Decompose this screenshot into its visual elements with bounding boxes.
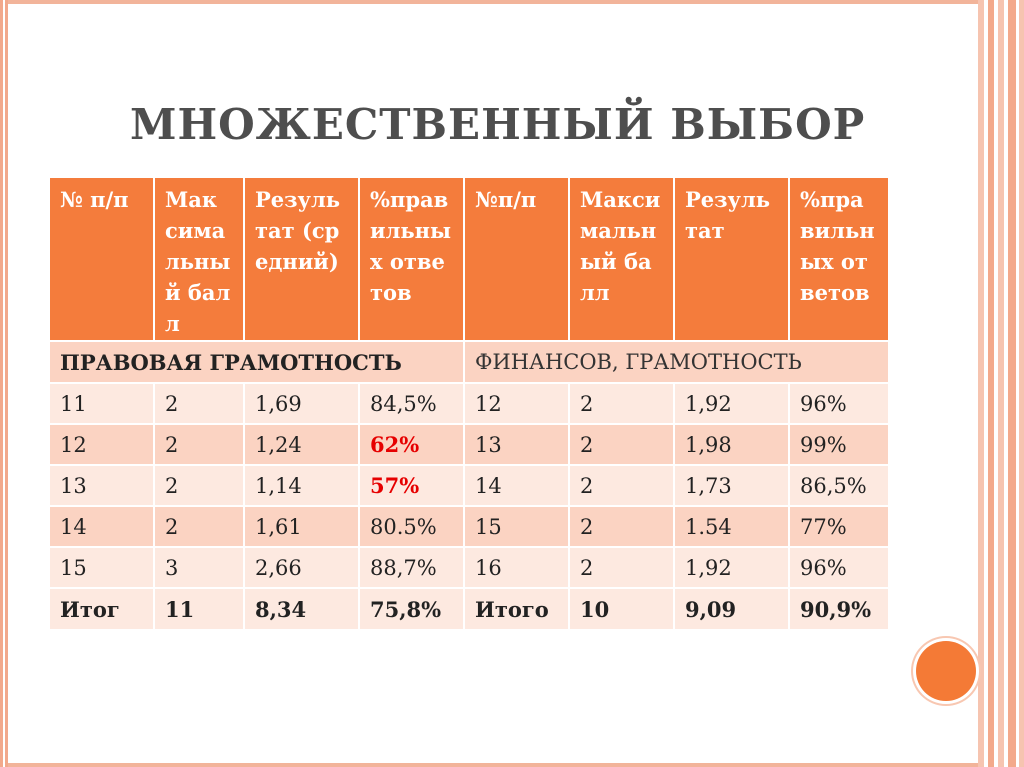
header-cell: № п/п: [50, 178, 155, 342]
table-cell: 16: [465, 548, 570, 589]
table-row: [50, 384, 890, 425]
header-cell: %правильных ответов: [360, 178, 465, 342]
table-cell: 2: [155, 425, 245, 466]
total-cell: 90,9%: [790, 589, 890, 631]
frame-left-border: [0, 0, 8, 767]
table-cell-highlight: 57%: [360, 466, 465, 507]
table-cell: 1,69: [245, 384, 360, 425]
table-cell: 96%: [790, 384, 890, 425]
table-cell: 1,24: [245, 425, 360, 466]
table-cell: 1,61: [245, 507, 360, 548]
decorative-circle: [916, 641, 976, 701]
frame-top-border: [0, 0, 1024, 4]
table-cell: 13: [465, 425, 570, 466]
table-row: [50, 548, 890, 589]
table-cell: 13: [50, 466, 155, 507]
table-cell: 2: [570, 466, 675, 507]
table-cell: 15: [50, 548, 155, 589]
table-cell: 12: [465, 384, 570, 425]
total-cell: 8,34: [245, 589, 360, 631]
table-cell: 1.54: [675, 507, 790, 548]
table-cell: 11: [50, 384, 155, 425]
frame-bottom-border: [0, 763, 1024, 767]
table-cell: 2: [155, 384, 245, 425]
total-cell: 9,09: [675, 589, 790, 631]
table-cell: 14: [50, 507, 155, 548]
table-cell: 2: [155, 507, 245, 548]
table-cell: 2: [155, 466, 245, 507]
table-cell: 2,66: [245, 548, 360, 589]
table-cell: 15: [465, 507, 570, 548]
total-cell: 75,8%: [360, 589, 465, 631]
header-row: [50, 178, 890, 342]
section-row: [50, 342, 890, 384]
table-cell: 1,92: [675, 548, 790, 589]
section-label-legal: ПРАВОВАЯ ГРАМОТНОСТЬ: [50, 342, 465, 384]
frame-right-border: [978, 0, 1024, 767]
table-cell: 99%: [790, 425, 890, 466]
table-cell: 12: [50, 425, 155, 466]
table-cell: 1,73: [675, 466, 790, 507]
header-cell: №п/п: [465, 178, 570, 342]
table-cell: 14: [465, 466, 570, 507]
header-cell: Мак симальный балл: [155, 178, 245, 342]
section-label-financial: ФИНАНСОВ, ГРАМОТНОСТЬ: [465, 342, 890, 384]
header-cell: Результат (средний): [245, 178, 360, 342]
table-cell: 80.5%: [360, 507, 465, 548]
slide-title: МНОЖЕСТВЕННЫЙ ВЫБОР: [130, 100, 866, 149]
header-cell: %правильных ответов: [790, 178, 890, 342]
table-cell: 88,7%: [360, 548, 465, 589]
table-cell: 86,5%: [790, 466, 890, 507]
table-cell: 2: [570, 548, 675, 589]
table-row: [50, 507, 890, 548]
totals-row: [50, 589, 890, 631]
table-cell: 1,92: [675, 384, 790, 425]
table-cell: 96%: [790, 548, 890, 589]
table-cell: 77%: [790, 507, 890, 548]
results-table: [50, 178, 890, 631]
table-cell: 2: [570, 507, 675, 548]
header-cell: Максимальный балл: [570, 178, 675, 342]
table-row: [50, 425, 890, 466]
table-cell: 1,98: [675, 425, 790, 466]
table-cell-highlight: 62%: [360, 425, 465, 466]
table-cell: 1,14: [245, 466, 360, 507]
total-cell: 11: [155, 589, 245, 631]
header-cell: Результат: [675, 178, 790, 342]
total-cell: 10: [570, 589, 675, 631]
total-cell: Итог: [50, 589, 155, 631]
total-cell: Итого: [465, 589, 570, 631]
table-cell: 84,5%: [360, 384, 465, 425]
table-cell: 3: [155, 548, 245, 589]
table-cell: 2: [570, 425, 675, 466]
table-cell: 2: [570, 384, 675, 425]
table-row: [50, 466, 890, 507]
